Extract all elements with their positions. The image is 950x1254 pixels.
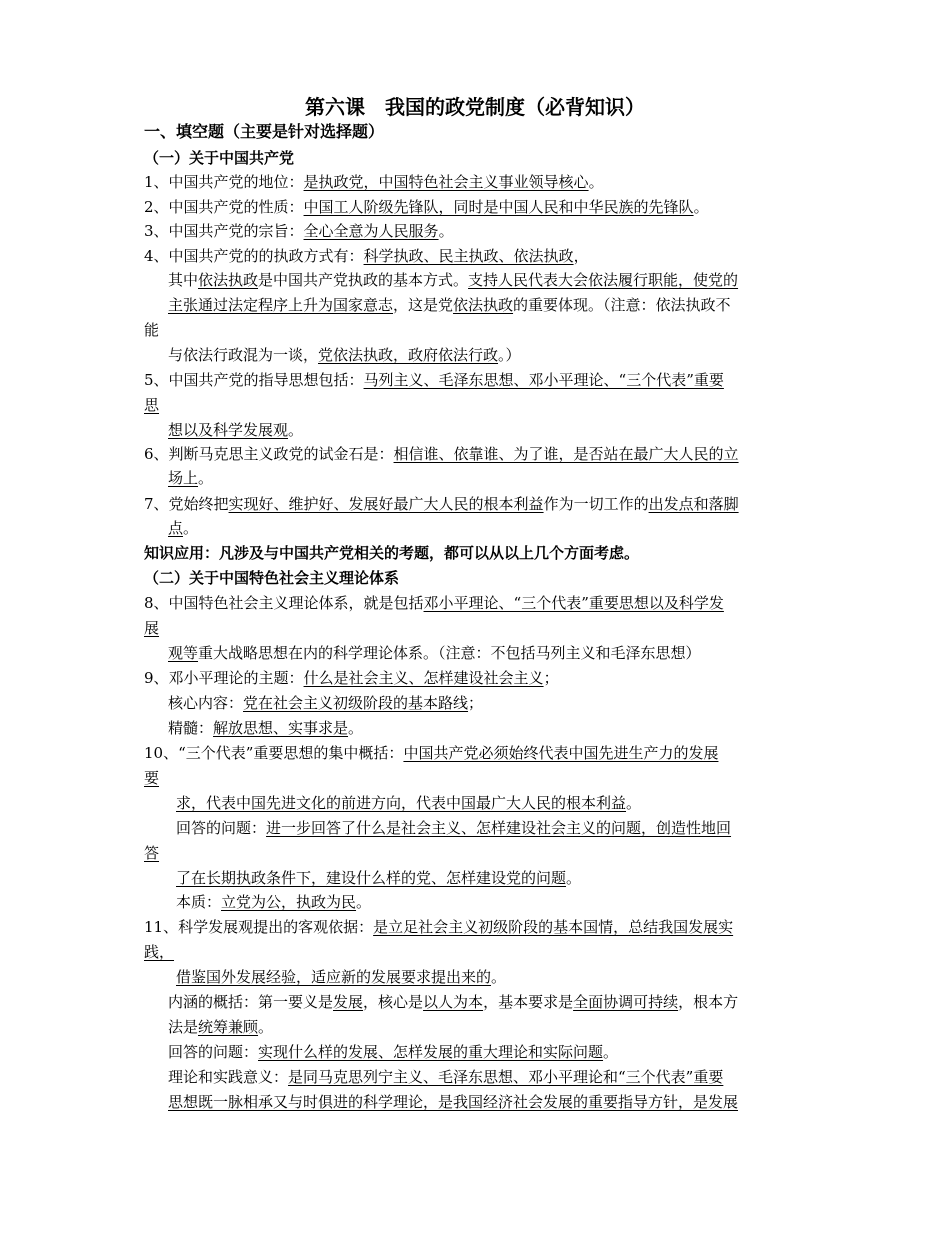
item-11-significance-line-2: 思想既一脉相承又与时俱进的科学理论，是我国经济社会发展的重要指导方针，是发展 — [168, 1093, 739, 1111]
subheading-theory-system: （二）关于中国特色社会主义理论体系 — [144, 569, 400, 587]
item-9-essence: 精髓：解放思想、实事求是。 — [168, 719, 364, 737]
item-2: 2、中国共产党的性质：中国工人阶级先锋队，同时是中国人民和中华民族的先锋队。 — [144, 198, 709, 216]
item-1: 1、中国共产党的地位：是执政党，中国特色社会主义事业领导核心。 — [144, 173, 604, 191]
item-11-wrap: 践， — [144, 943, 175, 961]
item-10-question-line-2: 了在长期执政条件下，建设什么样的党、怎样建设党的问题。 — [176, 869, 582, 887]
knowledge-application: 知识应用：凡涉及与中国共产党相关的考题，都可以从以上几个方面考虑。 — [144, 544, 640, 562]
item-11-line-2: 借鉴国外发展经验，适应新的发展要求提出来的。 — [176, 968, 507, 986]
item-5-wrap: 思 — [144, 396, 160, 414]
subheading-cpc: （一）关于中国共产党 — [144, 149, 295, 167]
section-heading-fill-in: 一、填空题（主要是针对选择题） — [144, 122, 385, 141]
item-7: 7、党始终把实现好、维护好、发展好最广大人民的根本利益作为一切工作的出发点和落脚 — [144, 495, 739, 513]
item-7-line-2: 点。 — [168, 519, 199, 537]
item-8: 8、中国特色社会主义理论体系，就是包括邓小平理论、“三个代表”重要思想以及科学发 — [144, 594, 724, 612]
item-6-line-2: 场上。 — [168, 469, 214, 487]
item-10-essence: 本质：立党为公，执政为民。 — [176, 893, 372, 911]
item-11-connotation-line-2: 法是统筹兼顾。 — [168, 1018, 274, 1036]
item-10-question: 回答的问题：进一步回答了什么是社会主义、怎样建设社会主义的问题，创造性地回 — [176, 819, 732, 837]
item-11: 11、科学发展观提出的客观依据：是立足社会主义初级阶段的基本国情，总结我国发展实 — [144, 918, 734, 936]
item-10-wrap: 要 — [144, 769, 160, 787]
item-5-line-2: 想以及科学发展观。 — [168, 421, 304, 439]
item-3: 3、中国共产党的宗旨：全心全意为人民服务。 — [144, 222, 454, 240]
answer: 科学执政、民主执政、依法执政 — [363, 247, 574, 265]
item-10: 10、“三个代表”重要思想的集中概括：中国共产党必须始终代表中国先进生产力的发展 — [144, 744, 719, 762]
item-11-question: 回答的问题：实现什么样的发展、怎样发展的重大理论和实际问题。 — [168, 1043, 619, 1061]
answer: 全心全意为人民服务 — [303, 222, 439, 240]
item-9-core: 核心内容：党在社会主义初级阶段的基本路线； — [168, 694, 484, 712]
item-8-wrap: 展 — [144, 619, 160, 637]
item-4-wrap: 能 — [144, 321, 160, 339]
page-title: 第六课 我国的政党制度（必背知识） — [305, 95, 645, 119]
item-8-line-2: 观等重大战略思想在内的科学理论体系。（注意：不包括马列主义和毛泽东思想） — [168, 644, 701, 662]
item-5: 5、中国共产党的指导思想包括：马列主义、毛泽东思想、邓小平理论、“三个代表”重要 — [144, 371, 724, 389]
item-4-line-4: 与依法行政混为一谈，党依法执政，政府依法行政。） — [168, 346, 521, 364]
item-11-significance: 理论和实践意义：是同马克思列宁主义、毛泽东思想、邓小平理论和“三个代表”重要 — [168, 1068, 724, 1086]
item-11-connotation: 内涵的概括：第一要义是发展，核心是以人为本，基本要求是全面协调可持续，根本方 — [168, 993, 739, 1011]
item-4-line-2: 其中依法执政是中国共产党执政的基本方式。支持人民代表大会依法履行职能，使党的 — [168, 271, 739, 289]
item-4-line-3: 主张通过法定程序上升为国家意志，这是党依法执政的重要体现。（注意：依法执政不 — [168, 296, 731, 314]
item-6: 6、判断马克思主义政党的试金石是：相信谁、依靠谁、为了谁，是否站在最广大人民的立 — [144, 445, 739, 463]
item-10-line-2: 求，代表中国先进文化的前进方向，代表中国最广大人民的根本利益。 — [176, 794, 642, 812]
answer: 是执政党，中国特色社会主义事业领导核心 — [303, 173, 589, 191]
answer: 中国工人阶级先锋队，同时是中国人民和中华民族的先锋队 — [303, 198, 694, 216]
item-10-question-wrap: 答 — [144, 844, 160, 862]
item-9: 9、邓小平理论的主题：什么是社会主义、怎样建设社会主义； — [144, 669, 559, 687]
item-4: 4、中国共产党的的执政方式有：科学执政、民主执政、依法执政， — [144, 247, 589, 265]
